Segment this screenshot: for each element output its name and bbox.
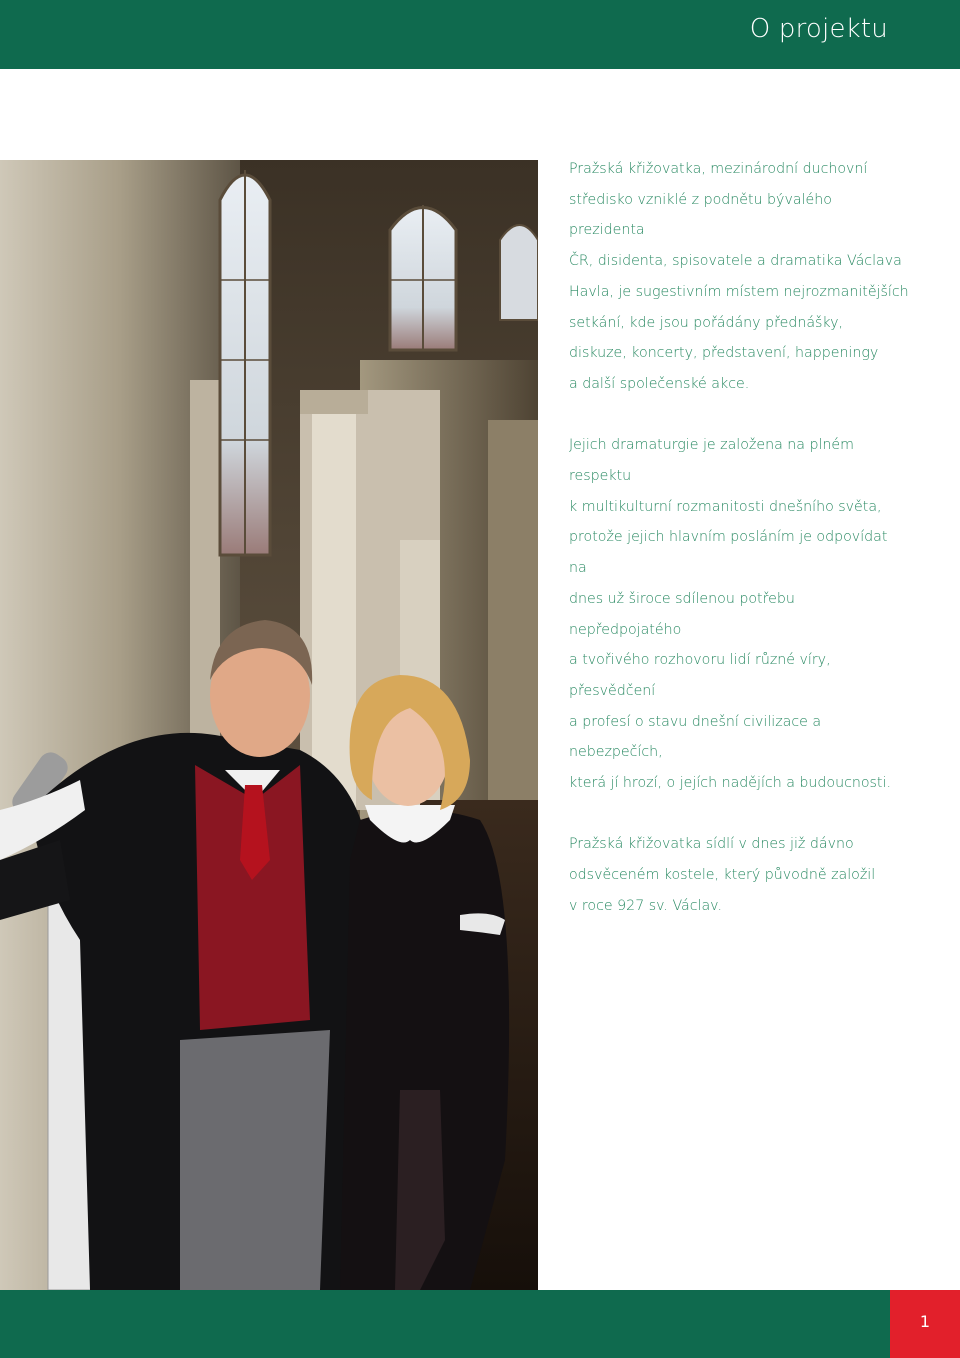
header-bar	[0, 0, 960, 69]
paragraph-dramaturgy: Jejich dramaturgie je založena na plném respektu k multikulturní rozmanitosti dnešního světa, protože jejich hlavním posláním je odpovídat na dnes už široce sdílenou potřebu nepředpojatého a tvořivého rozhovoru lidí různé víry, přesvědčení a profesí o stavu dnešní civilizace a nebezpečích, která jí hrozí, o jejích nadějích a budoucnosti.	[569, 437, 891, 792]
page-title: O projektu	[749, 14, 888, 44]
paragraph-location: Pražská křižovatka sídlí v dnes již dávno odsvěceném kostele, který původně založil v roce 927 sv. Václav.	[569, 836, 876, 914]
page-number: 1	[919, 1312, 931, 1331]
page-number-box	[890, 1290, 960, 1358]
paragraph-intro: Pražská křižovatka, mezinárodní duchovní středisko vzniklé z podnětu bývalého prezidenta ČR, disidenta, spisovatele a dramatika Václava Havla, je sugestivním místem nejrozmanitějších setkání, kde jsou pořádány přednášky, diskuze, koncerty, představení, happeningy a další společenské akce.	[569, 161, 909, 392]
photo-church-interior	[0, 160, 538, 1290]
footer-bar	[0, 1290, 960, 1358]
body-text-column	[569, 154, 909, 952]
